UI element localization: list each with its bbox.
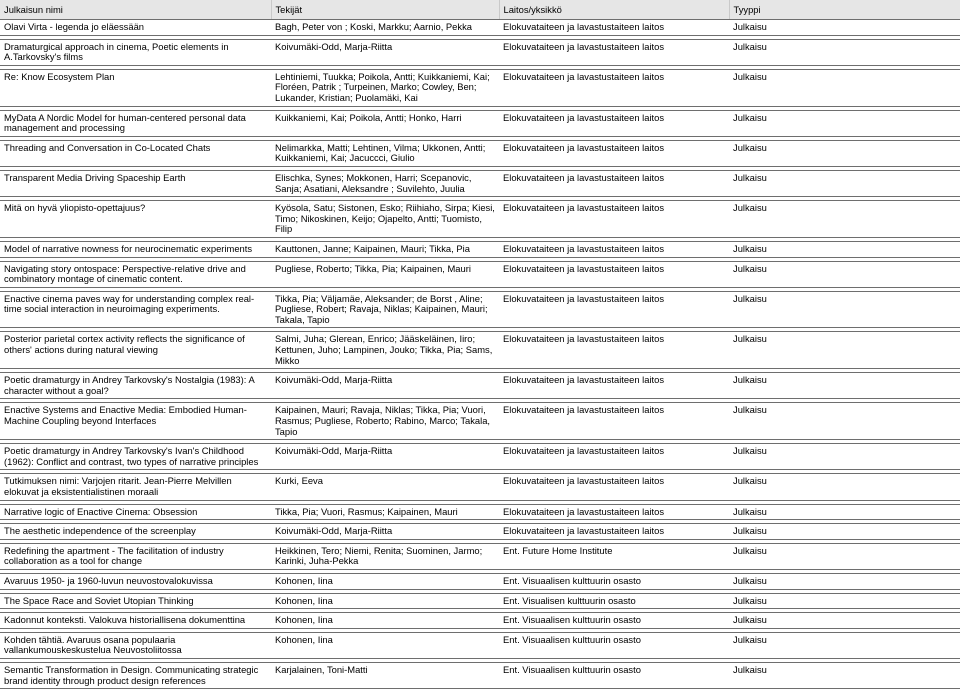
cell-department: Elokuvataiteen ja lavastustaiteen laitos: [499, 69, 729, 106]
cell-type: Julkaisu: [729, 291, 960, 328]
cell-type: Julkaisu: [729, 593, 960, 609]
cell-department: Ent. Visuaalisen kulttuurin osasto: [499, 662, 729, 688]
table-row[interactable]: [0, 261, 960, 287]
table-row[interactable]: [0, 593, 960, 609]
table-body: [0, 20, 960, 689]
cell-title: Navigating story ontospace: Perspective-relative drive and combinatory montage of cinematic content.: [0, 261, 271, 287]
cell-department: Elokuvataiteen ja lavastustaiteen laitos: [499, 261, 729, 287]
cell-authors: Salmi, Juha; Glerean, Enrico; Jääskeläinen, Iiro; Kettunen, Juho; Lampinen, Jouko; Tikka, Pia; Sams, Mikko: [271, 332, 499, 369]
cell-department: Elokuvataiteen ja lavastustaiteen laitos: [499, 474, 729, 500]
cell-title: Model of narrative nowness for neurocinematic experiments: [0, 241, 271, 257]
cell-title: Narrative logic of Enactive Cinema: Obsession: [0, 504, 271, 520]
cell-title: Poetic dramaturgy in Andrey Tarkovsky's Ivan's Childhood (1962): Conflict and contrast, two types of narrative principles: [0, 444, 271, 470]
cell-department: Ent. Future Home Institute: [499, 543, 729, 569]
cell-title: Kohden tähtiä. Avaruus osana populaaria vallankumouskeskustelua Neuvostoliitossa: [0, 632, 271, 658]
table-row[interactable]: [0, 170, 960, 196]
cell-title: Enactive cinema paves way for understanding complex real-time social interaction in neuroimaging experiments.: [0, 291, 271, 328]
cell-department: Elokuvataiteen ja lavastustaiteen laitos: [499, 201, 729, 238]
table-row[interactable]: [0, 444, 960, 470]
cell-type: Julkaisu: [729, 20, 960, 36]
cell-title: Threading and Conversation in Co-Located Chats: [0, 140, 271, 166]
table-row[interactable]: [0, 110, 960, 136]
cell-authors: Karjalainen, Toni-Matti: [271, 662, 499, 688]
cell-type: Julkaisu: [729, 543, 960, 569]
cell-authors: Kohonen, Iina: [271, 613, 499, 629]
table-row[interactable]: [0, 524, 960, 540]
cell-authors: Koivumäki-Odd, Marja-Riitta: [271, 524, 499, 540]
table-row[interactable]: [0, 632, 960, 658]
cell-title: Transparent Media Driving Spaceship Earth: [0, 170, 271, 196]
cell-authors: Pugliese, Roberto; Tikka, Pia; Kaipainen, Mauri: [271, 261, 499, 287]
cell-department: Elokuvataiteen ja lavastustaiteen laitos: [499, 170, 729, 196]
table-row[interactable]: [0, 69, 960, 106]
cell-department: Elokuvataiteen ja lavastustaiteen laitos: [499, 140, 729, 166]
cell-title: Semantic Transformation in Design. Communicating strategic brand identity through product design references: [0, 662, 271, 688]
cell-authors: Lehtiniemi, Tuukka; Poikola, Antti; Kuikkaniemi, Kai; Floréen, Patrik ; Turpeinen, Marko; Cowley, Ben; Lukander, Kristian; Puolamäki, Kai: [271, 69, 499, 106]
cell-authors: Koivumäki-Odd, Marja-Riitta: [271, 444, 499, 470]
cell-type: Julkaisu: [729, 241, 960, 257]
cell-type: Julkaisu: [729, 444, 960, 470]
cell-type: Julkaisu: [729, 373, 960, 399]
cell-authors: Koivumäki-Odd, Marja-Riitta: [271, 373, 499, 399]
table-row[interactable]: [0, 613, 960, 629]
cell-authors: Elischka, Synes; Mokkonen, Harri; Scepanovic, Sanja; Asatiani, Aleksandre ; Suvilehto, Juulia: [271, 170, 499, 196]
cell-title: The Space Race and Soviet Utopian Thinking: [0, 593, 271, 609]
cell-department: Ent. Visuaalisen kulttuurin osasto: [499, 632, 729, 658]
cell-title: MyData A Nordic Model for human-centered personal data management and processing: [0, 110, 271, 136]
cell-department: Ent. Visuaalisen kulttuurin osasto: [499, 613, 729, 629]
cell-type: Julkaisu: [729, 662, 960, 688]
cell-department: Elokuvataiteen ja lavastustaiteen laitos: [499, 444, 729, 470]
cell-authors: Tikka, Pia; Vuori, Rasmus; Kaipainen, Mauri: [271, 504, 499, 520]
cell-department: Elokuvataiteen ja lavastustaiteen laitos: [499, 332, 729, 369]
table-row[interactable]: [0, 373, 960, 399]
cell-authors: Koivumäki-Odd, Marja-Riitta: [271, 39, 499, 65]
cell-type: Julkaisu: [729, 69, 960, 106]
column-header-department[interactable]: Laitos/yksikkö: [499, 0, 729, 20]
cell-department: Elokuvataiteen ja lavastustaiteen laitos: [499, 241, 729, 257]
table-row[interactable]: [0, 543, 960, 569]
cell-department: Elokuvataiteen ja lavastustaiteen laitos: [499, 110, 729, 136]
cell-type: Julkaisu: [729, 261, 960, 287]
cell-type: Julkaisu: [729, 613, 960, 629]
cell-title: Posterior parietal cortex activity reflects the significance of others' actions during natural viewing: [0, 332, 271, 369]
column-header-authors[interactable]: Tekijät: [271, 0, 499, 20]
cell-type: Julkaisu: [729, 332, 960, 369]
cell-department: Elokuvataiteen ja lavastustaiteen laitos: [499, 373, 729, 399]
cell-type: Julkaisu: [729, 474, 960, 500]
cell-authors: Kyösola, Satu; Sistonen, Esko; Riihiaho, Sirpa; Kiesi, Timo; Nikoskinen, Keijo; Ojapelto, Antti; Tuomisto, Filip: [271, 201, 499, 238]
cell-title: Avaruus 1950- ja 1960-luvun neuvostovalokuvissa: [0, 573, 271, 589]
cell-type: Julkaisu: [729, 632, 960, 658]
cell-title: Redefining the apartment - The facilitation of industry collaboration as a tool for change: [0, 543, 271, 569]
table-row[interactable]: [0, 20, 960, 36]
cell-type: Julkaisu: [729, 140, 960, 166]
cell-type: Julkaisu: [729, 170, 960, 196]
cell-title: The aesthetic independence of the screenplay: [0, 524, 271, 540]
table-row[interactable]: [0, 504, 960, 520]
cell-authors: Bagh, Peter von ; Koski, Markku; Aarnio, Pekka: [271, 20, 499, 36]
cell-department: Elokuvataiteen ja lavastustaiteen laitos: [499, 20, 729, 36]
cell-title: Poetic dramaturgy in Andrey Tarkovsky's Nostalgia (1983): A character without a goal?: [0, 373, 271, 399]
table-row[interactable]: [0, 474, 960, 500]
cell-title: Olavi Virta - legenda jo eläessään: [0, 20, 271, 36]
cell-department: Elokuvataiteen ja lavastustaiteen laitos: [499, 291, 729, 328]
column-header-type[interactable]: Tyyppi: [729, 0, 960, 20]
cell-type: Julkaisu: [729, 403, 960, 440]
cell-department: Elokuvataiteen ja lavastustaiteen laitos: [499, 524, 729, 540]
table-row[interactable]: [0, 39, 960, 65]
table-row[interactable]: [0, 241, 960, 257]
cell-authors: Kaipainen, Mauri; Ravaja, Niklas; Tikka, Pia; Vuori, Rasmus; Pugliese, Roberto; Rabino, Marco; Takala, Tapio: [271, 403, 499, 440]
cell-authors: Heikkinen, Tero; Niemi, Renita; Suominen, Jarmo; Karinki, Juha-Pekka: [271, 543, 499, 569]
table-row[interactable]: [0, 201, 960, 238]
table-row[interactable]: [0, 140, 960, 166]
cell-authors: Kohonen, Iina: [271, 632, 499, 658]
cell-authors: Tikka, Pia; Väljamäe, Aleksander; de Borst , Aline; Pugliese, Robert; Ravaja, Niklas; Kaipainen, Mauri; Takala, Tapio: [271, 291, 499, 328]
column-header-title[interactable]: Julkaisun nimi: [0, 0, 271, 20]
cell-type: Julkaisu: [729, 573, 960, 589]
cell-authors: Nelimarkka, Matti; Lehtinen, Vilma; Ukkonen, Antti; Kuikkaniemi, Kai; Jacuccci, Giulio: [271, 140, 499, 166]
cell-type: Julkaisu: [729, 201, 960, 238]
table-row[interactable]: [0, 291, 960, 328]
cell-department: Elokuvataiteen ja lavastustaiteen laitos: [499, 403, 729, 440]
cell-authors: Kuikkaniemi, Kai; Poikola, Antti; Honko, Harri: [271, 110, 499, 136]
cell-type: Julkaisu: [729, 110, 960, 136]
cell-authors: Kohonen, Iina: [271, 593, 499, 609]
table-row[interactable]: [0, 662, 960, 688]
table-row[interactable]: [0, 332, 960, 369]
cell-title: Enactive Systems and Enactive Media: Embodied Human-Machine Coupling beyond Interfaces: [0, 403, 271, 440]
cell-department: Ent. Visualisen kulttuurin osasto: [499, 593, 729, 609]
cell-type: Julkaisu: [729, 39, 960, 65]
cell-department: Ent. Visuaalisen kulttuurin osasto: [499, 573, 729, 589]
cell-department: Elokuvataiteen ja lavastustaiteen laitos: [499, 504, 729, 520]
table-row[interactable]: [0, 573, 960, 589]
cell-authors: Kohonen, Iina: [271, 573, 499, 589]
header-row: [0, 0, 960, 20]
table-row[interactable]: [0, 403, 960, 440]
cell-title: Tutkimuksen nimi: Varjojen ritarit. Jean-Pierre Melvillen elokuvat ja eksistentialistinen moraali: [0, 474, 271, 500]
cell-title: Kadonnut konteksti. Valokuva historiallisena dokumenttina: [0, 613, 271, 629]
cell-type: Julkaisu: [729, 504, 960, 520]
cell-title: Dramaturgical approach in cinema, Poetic elements in A.Tarkovsky's films: [0, 39, 271, 65]
cell-title: Mitä on hyvä yliopisto-opettajuus?: [0, 201, 271, 238]
cell-authors: Kauttonen, Janne; Kaipainen, Mauri; Tikka, Pia: [271, 241, 499, 257]
cell-type: Julkaisu: [729, 524, 960, 540]
cell-department: Elokuvataiteen ja lavastustaiteen laitos: [499, 39, 729, 65]
cell-authors: Kurki, Eeva: [271, 474, 499, 500]
cell-title: Re: Know Ecosystem Plan: [0, 69, 271, 106]
